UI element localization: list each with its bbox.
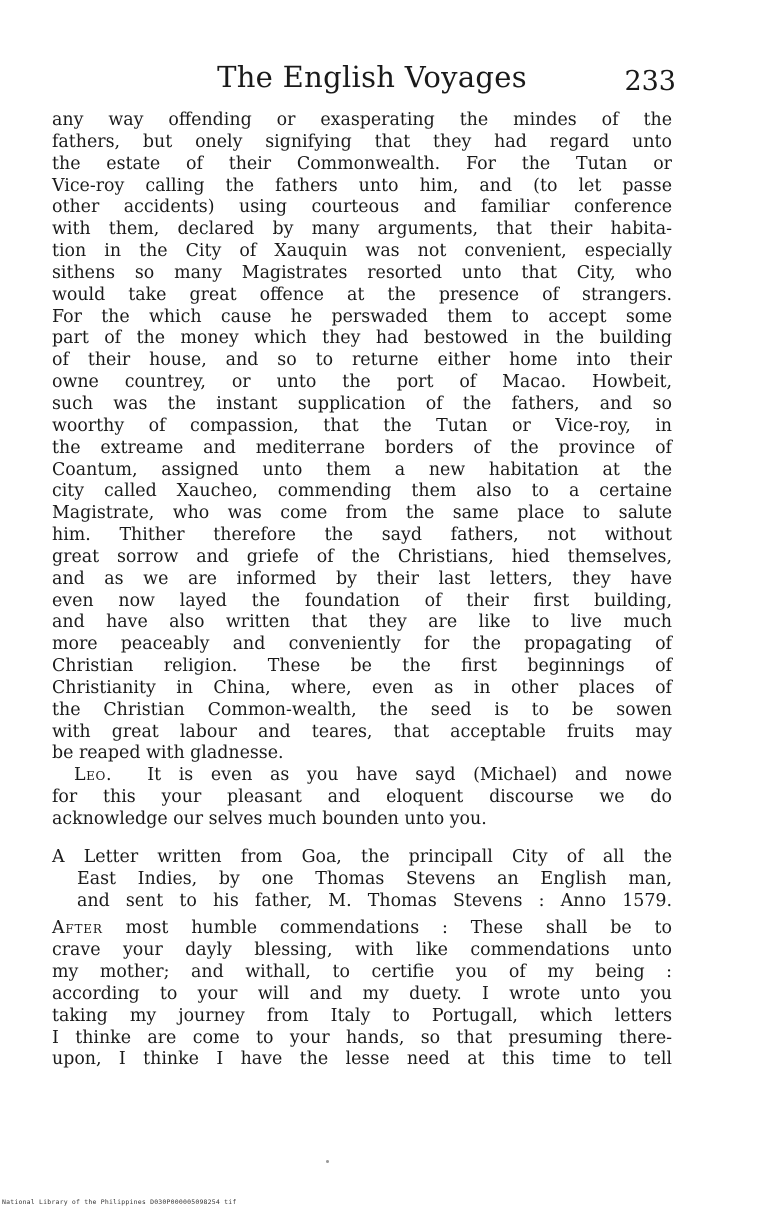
text-line: fathers, but onely signifying that they had regard unto — [52, 131, 672, 152]
text-line: owne countrey, or unto the port of Macao. Howbeit, — [52, 372, 672, 393]
text-line: I thinke are come to your hands, so that presuming there- — [52, 1027, 672, 1048]
text-line: more peaceably and conveniently for the propagating of — [52, 634, 672, 655]
text-line: crave your dayly blessing, with like commendations unto — [52, 940, 672, 961]
page-number: 233 — [624, 66, 676, 97]
text-line: according to your will and my duety. I wrote unto you — [52, 983, 672, 1004]
scan-speck — [326, 1160, 329, 1163]
text-line: with them, declared by many arguments, that their habita- — [52, 219, 672, 240]
text-line: such was the instant supplication of the fathers, and so — [52, 393, 672, 414]
page-header — [52, 60, 680, 104]
text-line: even now layed the foundation of their first building, — [52, 590, 672, 611]
text-block — [52, 110, 672, 1071]
text-line: upon, I thinke I have the lesse need at this time to tell — [52, 1049, 672, 1070]
text-line: would take great offence at the presence of strangers. — [52, 284, 672, 305]
text-line: other accidents) using courteous and familiar conference — [52, 197, 672, 218]
text-line: be reaped with gladnesse. — [52, 743, 284, 764]
text-line: part of the money which they had bestowed in the building — [52, 328, 672, 349]
running-title: The English Voyages — [217, 60, 527, 94]
letter-opening: most humble commendations : These shall be to — [125, 918, 672, 939]
text-line: great sorrow and griefe of the Christians, hied themselves, — [52, 546, 672, 567]
text-line: tion in the City of Xauquin was not convenient, especially — [52, 241, 672, 262]
text-line: him. Thither therefore the sayd fathers, not without — [52, 525, 672, 546]
text-line: the estate of their Commonwealth. For the Tutan or — [52, 153, 672, 174]
lead-word: After — [52, 918, 103, 939]
letter-heading — [52, 847, 672, 913]
text-line: my mother; and withall, to certifie you of my being : — [52, 962, 672, 983]
scan-footer-stamp: National Library of the Philippines D030P000005098254 tif — [2, 1198, 237, 1206]
heading-line: and sent to his father, M. Thomas Stevens : Anno 1579. — [77, 890, 672, 911]
text-line: acknowledge our selves much bounden unto you. — [52, 809, 487, 829]
heading-line: A Letter written from Goa, the principall City of all the — [52, 846, 672, 867]
text-line: of their house, and so to returne either home into their — [52, 350, 672, 371]
text-line — [52, 765, 672, 787]
text-line — [52, 918, 672, 940]
text-line: and have also written that they are like to live much — [52, 612, 672, 633]
text-line: Christian religion. These be the first beginnings of — [52, 656, 672, 677]
text-line: For the which cause he perswaded them to accept some — [52, 306, 672, 327]
heading-line: East Indies, by one Thomas Stevens an English man, — [77, 868, 672, 889]
speech-text: It is even as you have sayd (Michael) and nowe — [147, 765, 672, 786]
text-line: taking my journey from Italy to Portugall, which letters — [52, 1005, 672, 1026]
speaker-name: Leo. — [74, 765, 113, 786]
text-line: Christianity in China, where, even as in other places of — [52, 677, 672, 698]
paragraph-leo-reply — [52, 765, 672, 831]
text-line: with great labour and teares, that acceptable fruits may — [52, 721, 672, 742]
text-line: woorthy of compassion, that the Tutan or Vice-roy, in — [52, 415, 672, 436]
text-line: any way offending or exasperating the mindes of the — [52, 110, 672, 130]
text-line: Vice-roy calling the fathers unto him, and (to let passe — [52, 175, 672, 196]
text-line: the Christian Common-wealth, the seed is to be sowen — [52, 699, 672, 720]
text-line: Magistrate, who was come from the same place to salute — [52, 503, 672, 524]
text-line: and as we are informed by their last letters, they have — [52, 568, 672, 589]
section-gap — [52, 831, 672, 847]
paragraph-chinese-mission — [52, 110, 672, 765]
text-line: Coantum, assigned unto them a new habitation at the — [52, 459, 672, 480]
text-line: the extreame and mediterrane borders of the province of — [52, 437, 672, 458]
text-line: city called Xaucheo, commending them also to a certaine — [52, 481, 672, 502]
text-line: for this your pleasant and eloquent discourse we do — [52, 787, 672, 808]
text-line: sithens so many Magistrates resorted unto that City, who — [52, 262, 672, 283]
paragraph-letter-body — [52, 918, 672, 1071]
